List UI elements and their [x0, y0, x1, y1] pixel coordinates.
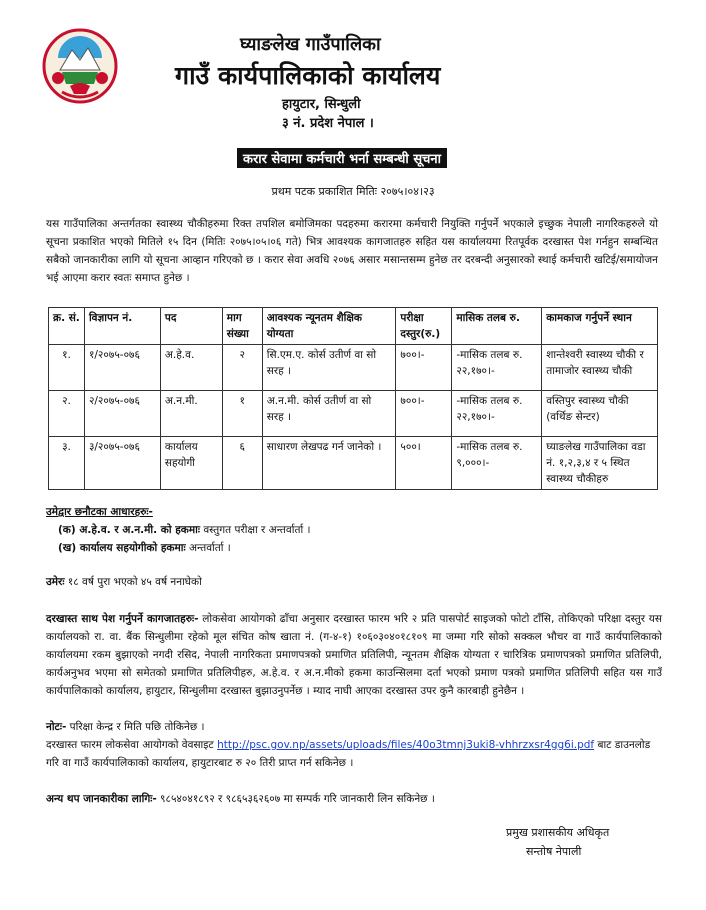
- table-cell: वस्तिपुर स्वास्थ्य चौकी (वर्थिङ सेन्टर): [542, 391, 658, 437]
- notice-title: करार सेवामा कर्मचारी भर्ना सम्बन्धी सूचना: [237, 148, 447, 168]
- vacancy-table: [48, 307, 658, 490]
- contact-section: [46, 790, 662, 808]
- basis-item-1: [46, 521, 662, 539]
- basis-item-2-text: अन्तर्वार्ता ।: [185, 542, 231, 554]
- table-cell: १: [222, 391, 262, 437]
- col-header-exam-fee: परीक्षा दस्तुर(रु.): [396, 308, 452, 345]
- table-cell: ५००।: [396, 437, 452, 490]
- table-row: [49, 391, 658, 437]
- form-text-after: बाट डाउनलोड गरि वा गाउँ कार्यपालिकाको कार्यालय, हायुटारबाट रु २० तिरी प्राप्त गर्न सकिनेछ ।: [46, 739, 651, 769]
- municipality-name: घ्याङलेख गाउँपालिका: [240, 34, 381, 55]
- note-section: [46, 718, 662, 736]
- table-row: [49, 437, 658, 490]
- col-header-advertisement-no: विज्ञापन नं.: [84, 308, 160, 345]
- candidate-basis-section: [46, 503, 662, 557]
- contact-text: ९८५४०४१८९२ र ९८६५३६२६०७ मा सम्पर्क गरि जानकारी लिन सकिनेछ ।: [156, 793, 435, 805]
- table-cell: अ.न.मी. कोर्स उतीर्ण वा सो सरह ।: [262, 391, 396, 437]
- col-header-work-location: कामकाज गर्नुपर्ने स्थान: [542, 308, 658, 345]
- col-header-serial: क्र. सं.: [49, 308, 85, 345]
- table-cell: कार्यालय सहयोगी: [160, 437, 222, 490]
- table-cell: -मासिक तलब रु. २२,१७०।-: [452, 345, 542, 391]
- table-cell: १/२०७५-०७६: [84, 345, 160, 391]
- age-text: १८ वर्ष पुरा भएको ४५ वर्ष ननाघेको: [64, 576, 202, 588]
- nepal-emblem-icon: [40, 26, 120, 106]
- table-cell: ७००।-: [396, 391, 452, 437]
- table-cell: साधारण लेखपढ गर्न जानेको ।: [262, 437, 396, 490]
- form-download-section: [46, 736, 662, 772]
- table-cell: ३.: [49, 437, 85, 490]
- office-name: गाउँ कार्यपालिकाको कार्यालय: [175, 61, 441, 90]
- basis-item-2-label: (ख) कार्यालय सहयोगीको हकमाः: [58, 542, 186, 554]
- form-text-before: दरखास्त फारम लोकसेवा आयोगको वेवसाइट: [46, 739, 218, 751]
- intro-paragraph: यस गाउँपालिका अन्तर्गतका स्वास्थ्य चौकीहरुमा रिक्त तपशिल बमोजिमका पदहरुमा करारमा कर्मचारी नियुक्ति गर्नुपर्ने भएकाले इच्छुक नेपाली नागरिकहरुले यो सूचना प्रकाशित भएको मितिले १५ दिन (मितिः २०७५।०५।०६ गते) भित्र आवश्यक कागजातहरु सहित यस कार्यालयमा रितपूर्वक दरखास्त पेश गर्नहुन सम्बन्धित सबैको जानकारीका लागि यो सूचना आव्हान गरिएको छ । करार सेवा अवधि २०७६ असार मसान्तसम्म हुनेछ तर दरबन्दी अनुसारको स्थाई कर्मचारी खटिई/समायोजन भई आएमा करार स्वतः समाप्त हुनेछ ।: [46, 218, 658, 284]
- table-cell: ३/२०७५-०७६: [84, 437, 160, 490]
- table-cell: -मासिक तलब रु. २२,१७०।-: [452, 391, 542, 437]
- contact-label: अन्य थप जानकारीका लागिः-: [46, 793, 157, 805]
- table-cell: ६: [222, 437, 262, 490]
- province-name: ३ नं. प्रदेश नेपाल ।: [282, 116, 374, 131]
- psc-form-link[interactable]: http://psc.gov.np/assets/uploads/files/40o3tmnj3uki8-vhhrzxsr4gg6i.pdf: [217, 739, 595, 751]
- table-cell: -मासिक तलब रु. ९,०००।-: [452, 437, 542, 490]
- signer-designation: प्रमुख प्रशासकीय अधिकृत: [506, 826, 610, 839]
- documents-label: दरखास्त साथ पेश गर्नुपर्ने कागजातहरुः-: [46, 613, 199, 625]
- table-cell: २/२०७५-०७६: [84, 391, 160, 437]
- basis-item-2: [46, 539, 662, 557]
- documents-section: [46, 610, 662, 700]
- published-date: प्रथम पटक प्रकाशित मितिः २०७५।०४।२३: [271, 185, 435, 198]
- table-cell: १.: [49, 345, 85, 391]
- office-address: हायुटार, सिन्धुली: [282, 97, 361, 112]
- col-header-qualification: आवश्यक न्यूनतम शैक्षिक योग्यता: [262, 308, 396, 345]
- col-header-demand-count: माग संख्या: [222, 308, 262, 345]
- table-cell: अ.हे.व.: [160, 345, 222, 391]
- documents-text: लोकसेवा आयोगको ढाँचा अनुसार दरखास्त फारम भरि २ प्रति पासपोर्ट साइजको फोटो टाँसि, तोकिएको परिक्षा दस्तुर यस कार्यालयको रा. वा. बैंक सिन्धुलीमा रहेको मूल संचित कोष खाता नं. (ग-४-१) १०६०३०४०१८१०९ मा जम्मा गरि सोको सक्कल भौचर वा गाउँ कार्यपालिकाको कार्यालयमा रकम बुझाएको नगदी रसिद, नेपाली नागरिकता प्रमाणपत्रको प्रमाणित प्रतिलिपी, न्यूनतम शैक्षिक योग्यता र चारित्रिक प्रमाणपत्रको प्रमाणित प्रतिलिपी, कार्यअनुभव भएमा सो समेतको प्रमाणित प्रतिलिपीहरु, अ.हे.व. र अ.न.मीको हकमा काउन्सिलमा दर्ता भएको प्रमाण पत्रको प्रमाणित प्रतिलिपी सहित यस गाउँ कार्यपालिकाको कार्यालय, हायुटार, सिन्धुलीमा दरखास्त बुझाउनुपर्नेछ । म्याद नाघी आएका दरखास्त उपर कुनै कारबाही हुनेछैन ।: [46, 613, 662, 697]
- table-cell: घ्याङलेख गाउँपालिका वडा नं. १,२,३,४ र ५ स्थित स्वास्थ्य चौकीहरु: [542, 437, 658, 490]
- table-cell: शान्तेश्वरी स्वास्थ्य चौकी र तामाजोर स्वास्थ्य चौकी: [542, 345, 658, 391]
- table-row: [49, 345, 658, 391]
- basis-item-1-text: वस्तुगत परीक्षा र अन्तर्वार्ता ।: [200, 524, 311, 536]
- note-text: परिक्षा केन्द्र र मिति पछि तोकिनेछ ।: [66, 721, 205, 733]
- table-cell: २: [222, 345, 262, 391]
- table-cell: २.: [49, 391, 85, 437]
- note-label: नोटः-: [46, 721, 67, 733]
- col-header-post: पद: [160, 308, 222, 345]
- table-cell: सि.एम.ए. कोर्स उतीर्ण वा सो सरह ।: [262, 345, 396, 391]
- age-section: [46, 573, 662, 591]
- table-header-row: [49, 308, 658, 345]
- candidate-basis-title: उमेद्वार छनौटका आधारहरुः-: [46, 506, 153, 518]
- table-cell: अ.न.मी.: [160, 391, 222, 437]
- age-label: उमेरः: [46, 576, 65, 588]
- table-cell: ७००।-: [396, 345, 452, 391]
- signer-name: सन्तोष नेपाली: [526, 845, 582, 858]
- col-header-monthly-salary: मासिक तलब रु.: [452, 308, 542, 345]
- basis-item-1-label: (क) अ.हे.व. र अ.न.मी. को हकमाः: [58, 524, 200, 536]
